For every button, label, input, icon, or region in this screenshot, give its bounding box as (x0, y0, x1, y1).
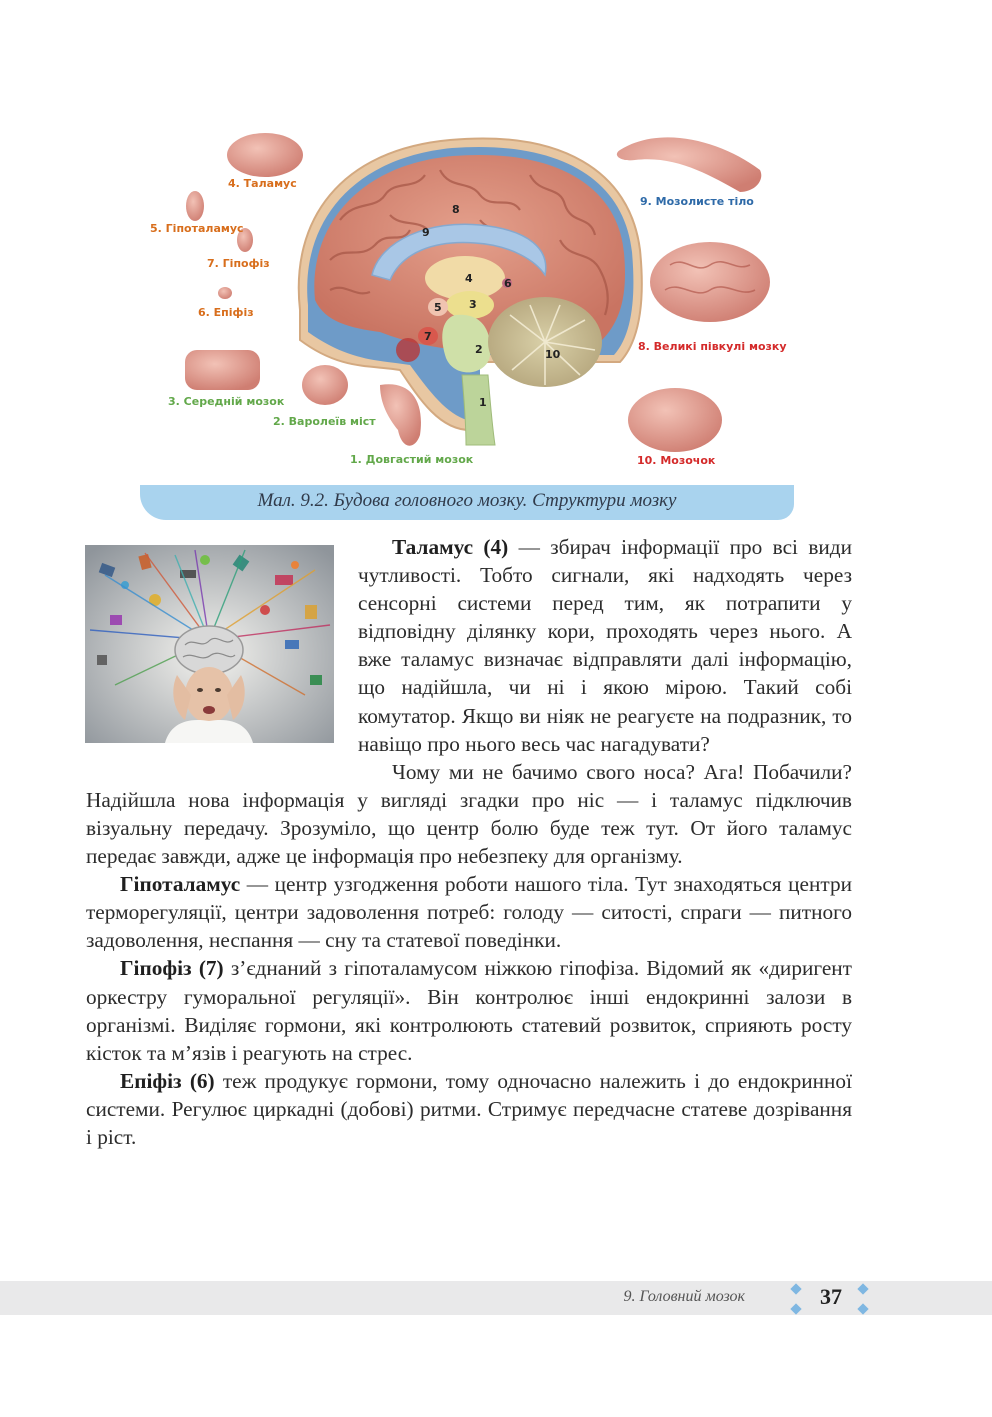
hemispheres-thumbnail (650, 242, 770, 322)
hypothalamus-thumbnail (186, 191, 204, 221)
num-8: 8 (452, 203, 460, 216)
label-medulla: 1. Довгастий мозок (350, 453, 474, 466)
term-thalamus: Таламус (4) (392, 535, 509, 559)
paragraph-pituitary (86, 954, 852, 1066)
num-5: 5 (434, 301, 442, 314)
midbrain-thumbnail (185, 350, 260, 390)
paragraph-hypothalamus (86, 870, 852, 954)
text-thalamus: — збирач інформації про всі види чутливості. Тобто сигнали, які надходять через сенсорні системи перед тим, як потрапити у відповідну ділянку кори, проходять через нього. А вже таламус визначає відправляти далі інформацію, що надійшла, чи ні і якою мірою. Такий собі комутатор. Якщо ви ніяк не реагуєте на подразник, то навіщо про нього весь час нагадувати? (358, 535, 853, 756)
footer-section-title: 9. Головний мозок (623, 1288, 745, 1305)
term-pineal: Епіфіз (6) (120, 1068, 215, 1093)
pineal-thumbnail (218, 287, 232, 299)
term-pituitary: Гіпофіз (7) (120, 956, 224, 981)
num-2: 2 (475, 343, 483, 356)
label-hemispheres: 8. Великі півкулі мозку (638, 340, 787, 353)
main-text (86, 533, 852, 1151)
text-hypothalamus: — центр узгодження роботи нашого тіла. Тут знаходяться центри терморегуляції, центри задоволення потреб: голоду — ситості, спраги — питного задоволення, неспання — сну та статевої поведінки. (86, 872, 852, 953)
num-10: 10 (545, 348, 561, 361)
paragraph-nose (86, 758, 852, 870)
num-4: 4 (465, 272, 473, 285)
text-nose: Чому ми не бачимо свого носа? Ага! Побачили? Надійшла нова інформація у вигляді згадки про ніс — і таламус підключив візуальну передачу. Зрозуміло, що центр болю буде теж тут. От його таламус передає завжди, адже це інформація про небезпеку для організму. (86, 759, 852, 869)
label-cerebellum: 10. Мозочок (637, 454, 716, 467)
num-1: 1 (479, 396, 487, 409)
term-hypothalamus: Гіпоталамус (120, 872, 241, 897)
label-thalamus: 4. Таламус (228, 177, 297, 190)
brain-structure-figure (140, 100, 800, 520)
text-pituitary: з’єднаний з гіпоталамусом ніжкою гіпофіза. Відомий як «диригент оркестру гуморальної регуляції». Він контролює інші ендокринні залози в організмі. Виділяє гормони, які контролюють статевий розвиток, сприяють росту кісток та м’язів і реагують на стрес. (86, 956, 852, 1065)
page-number: 37 (820, 1284, 842, 1309)
num-9: 9 (422, 226, 430, 239)
label-midbrain: 3. Середній мозок (168, 395, 285, 408)
num-7: 7 (424, 330, 432, 343)
cerebellum-thumbnail (628, 388, 722, 452)
num-6: 6 (504, 277, 512, 290)
text-pineal: теж продукує гормони, тому одночасно належить і до ендокринної системи. Регулює циркадні (добові) ритми. Стримує передчасне статеве дозрівання і ріст. (86, 1068, 852, 1149)
label-hypothalamus: 5. Гіпоталамус (150, 222, 244, 235)
num-3: 3 (469, 298, 477, 311)
label-corpus-callosum: 9. Мозолисте тіло (640, 195, 754, 208)
thalamus-thumbnail (227, 133, 303, 177)
label-pituitary: 7. Гіпофіз (207, 257, 270, 270)
paragraph-pineal (86, 1067, 852, 1151)
pons-thumbnail (302, 365, 348, 405)
label-pons: 2. Варолеїв міст (273, 415, 376, 428)
figure-caption: Мал. 9.2. Будова головного мозку. Структури мозку (257, 490, 677, 511)
label-pineal: 6. Епіфіз (198, 306, 254, 319)
